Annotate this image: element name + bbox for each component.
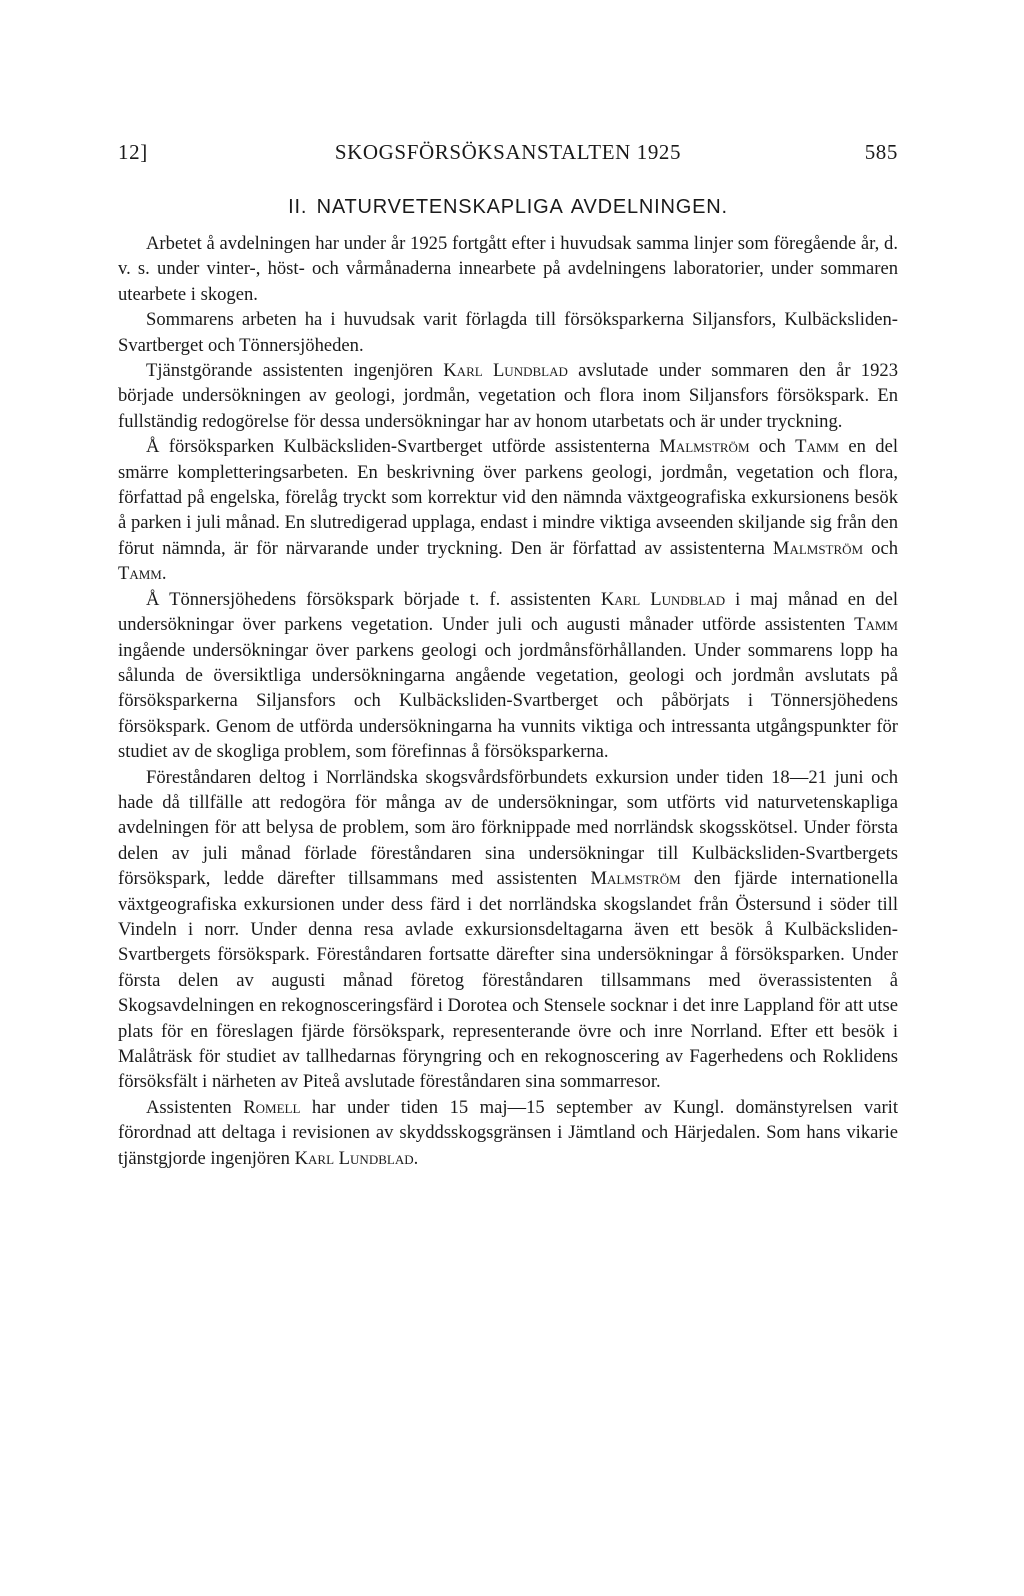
paragraph-text: Å Tönnersjöhedens försökspark började t. f. assistenten xyxy=(146,588,601,610)
paragraph-5 xyxy=(118,587,898,765)
paragraph-7 xyxy=(118,1095,898,1171)
chapter-number: 12] xyxy=(118,140,148,164)
running-head xyxy=(118,140,898,174)
page xyxy=(118,140,898,1171)
person-name: Tamm xyxy=(854,614,898,636)
paragraph-text: Sommarens arbeten ha i huvudsak varit förlagda till försöksparkerna Siljansfors, Kulbäcksliden-Svartberget och Tönnersjöheden. xyxy=(118,309,898,356)
person-name: Karl Lundblad xyxy=(294,1147,414,1169)
page-number: 585 xyxy=(864,140,898,164)
person-name: Karl Lundblad xyxy=(600,588,726,610)
paragraph-text: och xyxy=(749,436,796,458)
paragraph-text: Tjänstgörande assistenten ingenjören xyxy=(146,360,444,382)
person-name: Malmström xyxy=(590,868,681,890)
paragraph-text: den fjärde internationella växtgeografiska exkursionen under dess färd i det norrländska skogslandet från Östersund i söder till Vindeln i norr. Under denna resa avlade exkursionsdeltagarna även ett besök å Kulbäcksliden-Svartbergets försökspark. Föreståndaren fortsatte därefter sina undersökningar å försöksparken. Under första delen av augusti månad företog föreståndaren tillsammans med överassistenten å Skogsavdelningen en rekognosceringsfärd i Dorotea och Stensele socknar i det inre Lappland för att utse plats för en föreslagen fjärde försökspark, representerande övre och inre Norrland. Efter ett besök i Malåträsk för studiet av tallhedarnas föryngring och en rekognoscering av Fagerhedens och Roklidens försöksfält i närheten av Piteå avslutade föreståndaren sina sommarresor. xyxy=(118,868,898,1093)
paragraph-text: en del smärre kompletteringsarbeten. En beskrivning över parkens geologi, jordmån, vegetation och flora, författad på engelska, förelåg tryckt som korrektur vid den nämnda växtgeografiska exkursionens besök å parken i juli månad. En slutredigerad upplaga, endast i mindre viktiga avseenden skiljande sig från den förut nämnda, är för närvarande under tryckning. Den är författad av assistenterna xyxy=(118,436,898,559)
paragraph-2 xyxy=(118,307,898,358)
paragraph-text: . xyxy=(413,1147,419,1169)
paragraph-text: Arbetet å avdelningen har under år 1925 fortgått efter i huvudsak samma linjer som föregående år, d. v. s. under vinter-, höst- och vårmånaderna innearbete på avdelningens laboratorier, under sommaren utearbete i skogen. xyxy=(118,233,898,305)
paragraph-text: . xyxy=(161,563,167,585)
paragraph-text: Assistenten xyxy=(146,1096,244,1118)
person-name: Malmström xyxy=(772,537,864,559)
running-title: SKOGSFÖRSÖKSANSTALTEN 1925 xyxy=(334,140,682,164)
paragraph-text: Å försöksparken Kulbäcksliden-Svartberget utförde assistenterna xyxy=(146,436,660,458)
person-name: Romell xyxy=(243,1096,301,1118)
person-name: Malmström xyxy=(659,436,750,458)
paragraph-text: ingående undersökningar över parkens geologi och jordmånsförhållanden. Under sommarens lopp ha sålunda de översiktliga undersökningarna angående vegetation, geologi och jordmån avslutats på försöksparkerna Siljansfors och Kulbäcksliden-Svartberget och påbörjats i Tönnersjöhedens försökspark. Genom de utförda undersökningarna ha vunnits viktiga och intressanta utgångspunkter för studiet av de skogliga problem, som förefinnas å försöksparkerna. xyxy=(118,639,898,763)
paragraph-text: och xyxy=(863,537,898,559)
paragraph-text: i maj månad en del undersökningar över parkens vegetation. Under juli och augusti månader utförde assistenten xyxy=(118,588,898,636)
paragraph-4 xyxy=(118,434,898,586)
paragraph-text: Föreståndaren deltog i Norrländska skogsvårdsförbundets exkursion under tiden 18—21 juni och hade då tillfälle att redogöra för många av de undersökningar, som utförts vid naturvetenskapliga avdelningen för att belysa de problem, som äro förknippade med norrländsk skogsskötsel. Under första delen av juli månad förlade föreståndaren sina undersökningar till Kulbäcksliden-Svartbergets försökspark, ledde därefter tillsammans med assistenten xyxy=(118,766,898,890)
paragraph-6 xyxy=(118,765,898,1095)
paragraph-3 xyxy=(118,358,898,434)
paragraph-text: avslutade under sommaren den år 1923 började undersökningen av geologi, jordmån, vegetation och flora inom Siljansfors försökspark. En fullständig redogörelse för dessa undersökningar har av honom utarbetats och är under tryckning. xyxy=(118,360,898,432)
paragraph-text: har under tiden 15 maj—15 september av Kungl. domänstyrelsen varit förordnad att deltaga i revisionen av skyddsskogsgränsen i Jämtland och Härjedalen. Som hans vikarie tjänstgjorde ingenjören xyxy=(118,1096,898,1169)
person-name: Tamm xyxy=(795,436,839,458)
section-heading: II. NATURVETENSKAPLIGA AVDELNINGEN. xyxy=(288,196,728,218)
person-name: Tamm xyxy=(118,563,162,585)
paragraph-1 xyxy=(118,231,898,307)
person-name: Karl Lundblad xyxy=(443,360,568,382)
